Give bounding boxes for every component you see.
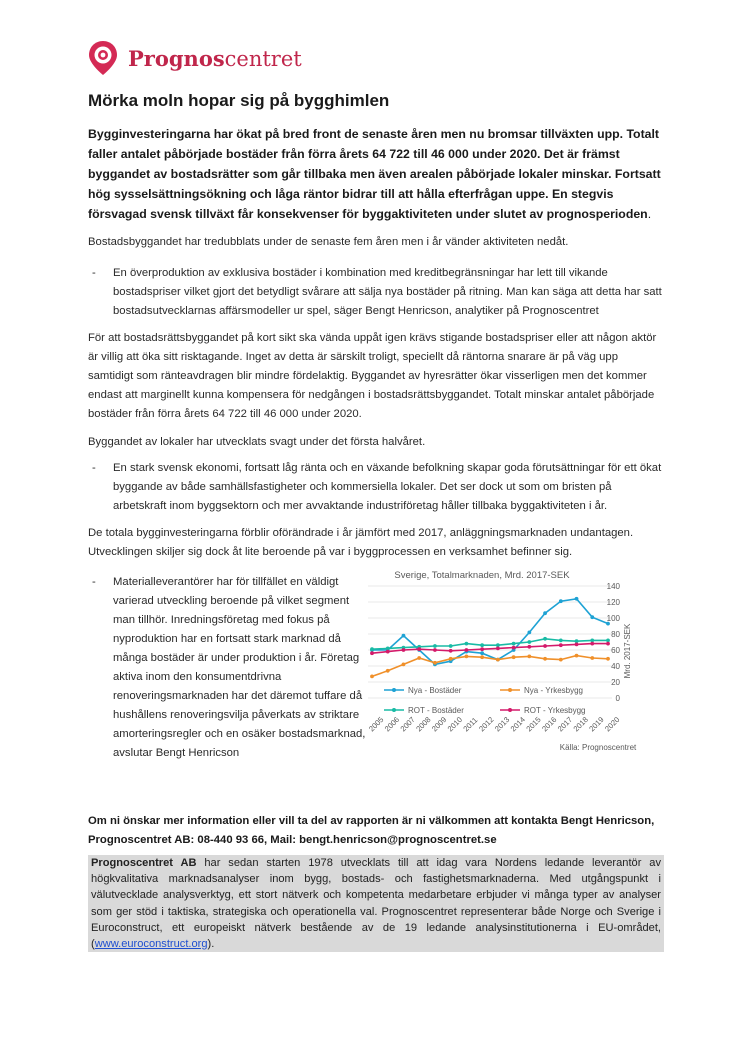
x-tick-label: 2020: [603, 715, 622, 734]
data-point: [559, 639, 563, 643]
bullet-text: En överproduktion av exklusiva bostäder i kombination med kreditbegränsningar har lett till vikande bostadspriser vilket gjort det betydligt svårare att sälja nya bostäder på ritning. Man kan säga att detta har satt bostadsutvecklarnas affärsmodeller ur spel, säger Bengt Henricson, analytiker på Prognoscentret: [113, 267, 662, 317]
data-point: [465, 648, 469, 652]
data-point: [590, 656, 594, 660]
data-point: [606, 642, 610, 646]
line-chart: [362, 566, 662, 756]
data-point: [559, 643, 563, 647]
data-point: [417, 647, 421, 651]
x-tick-label: 2016: [540, 715, 559, 734]
y-tick-label: 0: [615, 694, 620, 703]
bullet-text: En stark svensk ekonomi, fortsatt låg ränta och en växande befolkning skapar goda förutsättningar för ett ökat byggande av både samhällsfastigheter och kommersiella lokaler. Det ser dock ut som om bristen på arbetskraft inom byggsektorn och mer avvaktande industriföretag håller tillbaka byggaktiviteten i år.: [113, 462, 662, 512]
euroconstruct-link[interactable]: www.euroconstruct.org: [94, 938, 208, 951]
data-point: [512, 655, 516, 659]
legend-label: Nya - Bostäder: [408, 686, 462, 695]
x-tick-label: 2005: [367, 715, 386, 734]
bullet-economy: [88, 459, 664, 516]
x-tick-label: 2013: [492, 715, 512, 734]
data-point: [386, 650, 390, 654]
data-point: [559, 658, 563, 662]
legend-label: ROT - Bostäder: [408, 706, 464, 715]
bullet-material-suppliers: [88, 573, 368, 763]
chart-title: Sverige, Totalmarknaden, Mrd. 2017-SEK: [394, 570, 570, 581]
data-point: [496, 647, 500, 651]
about-box: [88, 855, 664, 952]
paragraph-total-investments: De totala bygginvesteringarna förblir oförändrade i år jämfört med 2017, anläggningsmarknaden undantagen. Utvecklingen skiljer sig dock åt lite beroende på var i byggprocessen en verksamhet befinner sig.: [88, 527, 634, 558]
data-point: [496, 658, 500, 662]
y-tick-label: 120: [606, 598, 620, 607]
data-point: [465, 655, 469, 659]
y-tick-label: 100: [606, 614, 620, 623]
x-tick-label: 2011: [461, 715, 480, 734]
logo-wordmark: Prognoscentret: [128, 45, 302, 71]
page-title: Mörka moln hopar sig på bygghimlen: [88, 91, 390, 110]
series-line: [372, 599, 608, 665]
paragraph-housing: Bostadsbyggandet har tredubblats under de senaste fem åren men i år vänder aktiviteten nedåt.: [88, 236, 569, 248]
data-point: [449, 644, 453, 648]
chart-svg: [362, 566, 662, 756]
x-tick-label: 2008: [414, 715, 433, 734]
x-tick-label: 2019: [587, 715, 606, 734]
data-point: [512, 646, 516, 650]
data-point: [575, 654, 579, 658]
bullet-dash: -: [92, 576, 96, 588]
bullet-dash: -: [92, 462, 96, 474]
data-point: [480, 643, 484, 647]
bullet-dash: -: [92, 267, 96, 279]
company-logo: [88, 40, 302, 76]
bullet-quote-overproduction: [88, 264, 664, 321]
legend-label: ROT - Yrkesbygg: [524, 706, 586, 715]
x-tick-label: 2014: [508, 715, 527, 734]
x-tick-label: 2006: [382, 715, 402, 734]
legend-label: Nya - Yrkesbygg: [524, 686, 583, 695]
data-point: [465, 642, 469, 646]
lead-paragraph: Bygginvesteringarna har ökat på bred front de senaste åren men nu bromsar tillväxten upp. Totalt faller antalet påbörjade bostäder från förra årets 64 722 till 46 000 under 2020. Det är främst byggandet av bostadsrätter som går tillbaka men även arealen påbörjade lokaler minskar. Fortsatt hög sysselsättningsökning och låga räntor bidrar till att hålla efterfrågan uppe. En stegvis försvagad svensk tillväxt får konsekvenser för byggaktiviteten under slutet av prognosperioden.: [88, 127, 661, 221]
data-point: [449, 649, 453, 653]
paragraph-lokaler: Byggandet av lokaler har utvecklats svagt under det första halvåret.: [88, 436, 426, 448]
data-point: [386, 669, 390, 673]
about-text: har sedan starten 1978 utvecklats till att idag vara Nordens ledande leverantör av högkvalitativa marknadsanalyser inom bygg, bostads- och fastighetsmarknaderna. Med utgångspunkt i välutvecklade analysverktyg, ett stort nätverk och kompetenta medarbetare erbjuder vi många typer av analyser som ger stöd i taktiska, strategiska och operationella val. Prognoscentret representerar både Norge och Sverige i Euroconstruct, ett europeiskt nätverk bestående av de 19 ledande analysinstitutionerna i EU-området,: [91, 857, 661, 934]
data-point: [559, 599, 563, 603]
data-point: [370, 647, 374, 651]
data-point: [480, 655, 484, 659]
y-tick-label: 80: [611, 630, 620, 639]
chart-source: Källa: Prognoscentret: [559, 743, 637, 752]
location-pin-icon: [88, 40, 118, 76]
data-point: [543, 611, 547, 615]
data-point: [370, 675, 374, 679]
x-tick-label: 2009: [429, 715, 449, 734]
data-point: [402, 634, 406, 638]
legend-marker: [508, 708, 512, 712]
data-point: [527, 655, 531, 659]
data-point: [402, 648, 406, 652]
data-point: [512, 642, 516, 646]
contact-info: Om ni önskar mer information eller vill ta del av rapporten är ni välkommen att kontakta Bengt Henricson, Prognoscentret AB: 08-440 93 66, Mail: bengt.henricson@prognoscentret.se: [88, 815, 655, 846]
x-tick-label: 2018: [571, 715, 590, 734]
legend-marker: [392, 708, 396, 712]
data-point: [575, 597, 579, 601]
data-point: [527, 645, 531, 649]
data-point: [590, 642, 594, 646]
y-tick-label: 60: [611, 646, 620, 655]
legend-marker: [392, 688, 396, 692]
x-tick-label: 2017: [555, 715, 575, 734]
y-axis-label: Mrd. 2017-SEK: [623, 623, 632, 679]
y-tick-label: 140: [606, 582, 620, 591]
data-point: [370, 651, 374, 655]
data-point: [449, 657, 453, 661]
about-paren-open: (: [91, 938, 95, 951]
data-point: [417, 656, 421, 660]
bullet-text: Materialleverantörer har för tillfället en väldigt varierad utveckling beroende på vilket segment man tillhör. Inredningsföretag med fokus på nyproduktion har en fortsatt stark marknad då många bostäder är under produktion i år. Företag aktiva inom den konsumentdrivna renoveringsmarknaden har det däremot tuffare då hushållens renoveringsvilja påverkats av striktare amorteringsregler och en osäker bostadsmarknad, avslutar Bengt Henricson: [113, 576, 366, 759]
data-point: [543, 657, 547, 661]
y-tick-label: 40: [611, 662, 620, 671]
x-tick-label: 2007: [398, 715, 417, 734]
data-point: [433, 644, 437, 648]
data-point: [575, 643, 579, 647]
data-point: [527, 640, 531, 644]
x-tick-label: 2015: [524, 715, 543, 734]
legend-marker: [508, 688, 512, 692]
data-point: [543, 637, 547, 641]
data-point: [433, 661, 437, 665]
about-company: Prognoscentret AB: [91, 857, 197, 869]
data-point: [433, 648, 437, 652]
data-point: [543, 644, 547, 648]
y-tick-label: 20: [611, 678, 620, 687]
data-point: [590, 615, 594, 619]
x-tick-label: 2012: [477, 715, 496, 734]
about-paren-close: ).: [207, 938, 215, 951]
data-point: [480, 647, 484, 651]
paragraph-bostadsratt: För att bostadsrättsbyggandet på kort sikt ska vända uppåt igen krävs stigande bostadspriser eller att någon aktör är villig att öka sitt risktagande. Inget av detta är särskilt troligt, speciellt då räntorna snarare är på väg upp samtidigt som ränteavdragen blir mindre fördelaktig. Byggandet av hyresrätter ökar visserligen men det kommer endast att marginellt kunna kompensera för nedgången i bostadsrättsbyggandet. Totalt minskar antalet påbörjade bostäder från förra årets 64 722 till 46 000 under 2020.: [88, 332, 657, 420]
data-point: [402, 663, 406, 667]
x-tick-label: 2010: [445, 715, 465, 734]
data-point: [527, 631, 531, 635]
data-point: [480, 651, 484, 655]
data-point: [606, 657, 610, 661]
